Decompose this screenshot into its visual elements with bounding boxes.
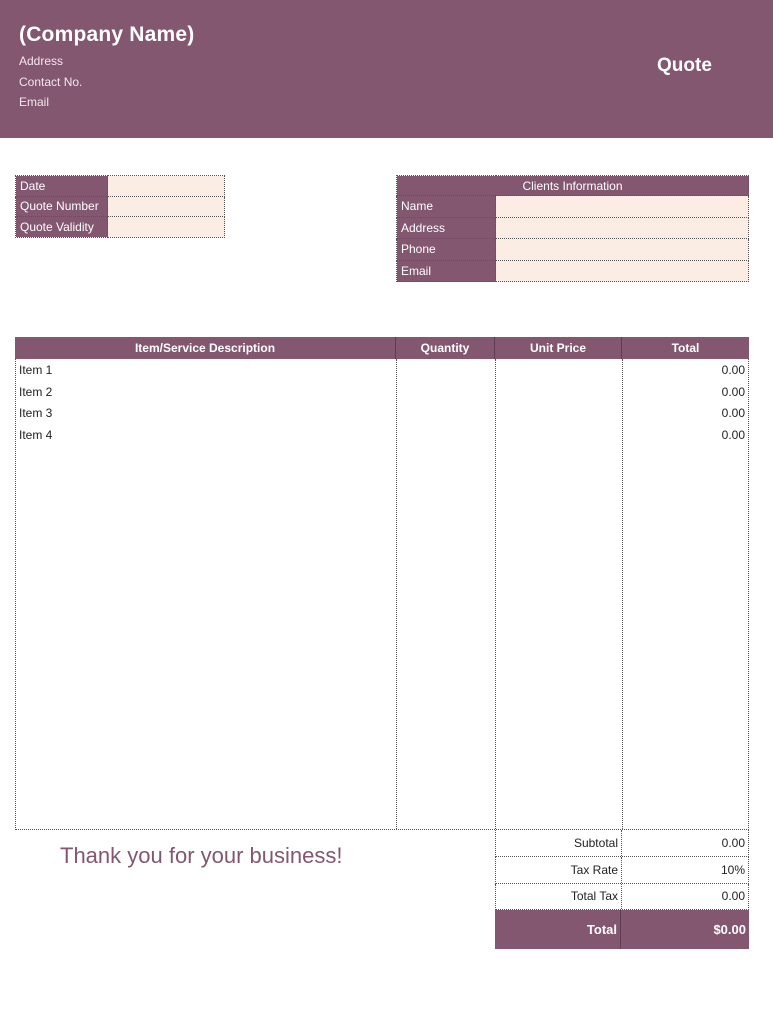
item-total: 0.00	[721, 406, 745, 420]
client-info-title: Clients Information	[397, 176, 749, 196]
column-header-description: Item/Service Description	[15, 337, 396, 359]
item-description[interactable]: Item 3	[19, 406, 53, 420]
subtotal-label: Subtotal	[496, 830, 622, 856]
client-name-field[interactable]	[496, 196, 749, 218]
subtotal-row	[495, 830, 749, 857]
quote-meta-table	[15, 175, 225, 238]
grand-total-label: Total	[495, 910, 621, 949]
total-tax-label: Total Tax	[496, 884, 622, 909]
table-row[interactable]	[16, 424, 748, 445]
date-field[interactable]	[108, 176, 225, 197]
item-description[interactable]: Item 1	[19, 363, 53, 377]
column-header-unit-price: Unit Price	[495, 337, 622, 359]
column-header-quantity: Quantity	[396, 337, 495, 359]
table-row[interactable]	[16, 381, 748, 402]
company-email[interactable]: Email	[19, 95, 50, 109]
total-tax-row	[495, 884, 749, 910]
client-phone-field[interactable]	[496, 239, 749, 261]
quote-validity-field[interactable]	[108, 217, 225, 238]
tax-rate-value[interactable]: 10%	[720, 863, 745, 877]
meta-row-quote-validity	[16, 217, 225, 238]
column-header-total: Total	[671, 341, 700, 355]
item-total: 0.00	[721, 427, 745, 442]
company-contact[interactable]: Contact No.	[19, 75, 83, 89]
client-label: Name	[397, 196, 496, 218]
thank-you-message: Thank you for your business!	[60, 843, 343, 868]
company-name[interactable]: (Company Name)	[19, 23, 195, 46]
grand-total-value: $0.00	[713, 922, 746, 937]
client-row-name	[397, 196, 749, 218]
meta-row-date	[16, 176, 225, 197]
items-table-body	[15, 359, 749, 830]
meta-label: Quote Number	[16, 196, 108, 217]
client-info-table	[396, 175, 749, 282]
client-address-field[interactable]	[496, 217, 749, 239]
document-title: Quote	[657, 55, 712, 76]
tax-rate-label: Tax Rate	[496, 857, 622, 883]
grand-total-row	[495, 910, 749, 949]
item-total: 0.00	[721, 384, 745, 399]
item-description[interactable]: Item 2	[19, 384, 53, 399]
subtotal-value: 0.00	[721, 836, 745, 850]
items-table-header	[15, 337, 749, 359]
company-address[interactable]: Address	[19, 54, 64, 68]
client-row-email	[397, 260, 749, 282]
client-row-address	[397, 217, 749, 239]
tax-rate-row	[495, 857, 749, 884]
meta-label: Quote Validity	[16, 217, 108, 238]
header-banner	[0, 0, 773, 138]
meta-label: Date	[16, 176, 108, 197]
client-label: Email	[397, 260, 496, 282]
item-description[interactable]: Item 4	[19, 427, 53, 442]
total-tax-value: 0.00	[721, 889, 745, 903]
client-label: Address	[397, 217, 496, 239]
meta-row-quote-number	[16, 196, 225, 217]
client-email-field[interactable]	[496, 260, 749, 282]
client-row-phone	[397, 239, 749, 261]
client-label: Phone	[397, 239, 496, 261]
table-row[interactable]	[16, 359, 748, 380]
table-row[interactable]	[16, 402, 748, 423]
quote-number-field[interactable]	[108, 196, 225, 217]
item-total: 0.00	[721, 363, 745, 377]
